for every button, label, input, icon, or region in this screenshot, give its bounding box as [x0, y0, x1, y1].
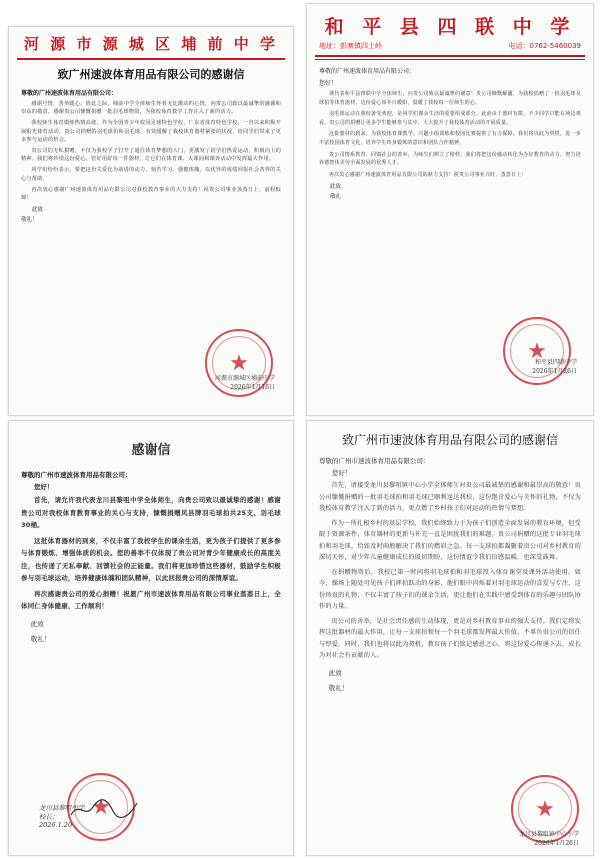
- letter-date: 2026年1月26日: [532, 368, 577, 375]
- letter-body: [307, 66, 593, 200]
- closing-line: 此致: [30, 619, 44, 628]
- paragraph: 感谢号情，善举暖心。值此之际，埔前中学全体师生怀着无比激动的心情，向贵公司致以最诚挚的感谢和崇高的敬意。感谢贵公司慷慨捐赠一批羽毛球物资，为我校体育教学工作注入了新的活力。: [21, 101, 281, 116]
- greeting: 您好！: [319, 80, 338, 87]
- school-letterhead: 和 平 县 四 联 中 学: [324, 16, 576, 38]
- closing-salute: 敬礼！: [328, 683, 349, 692]
- salutation: 尊敬的广州市速波体育用品有限公司：: [319, 457, 430, 465]
- paragraph: 贵公司的善举，是社会责任感的生动体现，更是对乡村教育事业的强大支持。我们定将发挥这批器材的最大作用，让每一支球拍和每一个羽毛球都发挥最大价值。不辜负贵公司的信任与厚爱。同时，我们也将以此为契机，教育孩子们铭记感恩之心，将这份爱心传递下去，成长为对社会有贡献的人。: [319, 617, 581, 659]
- signature-block: [519, 829, 579, 847]
- letterhead-rule: [315, 55, 585, 57]
- signer-name: 龙川县黎咀镇中心小学: [518, 831, 579, 838]
- greeting: 您好！: [34, 483, 54, 491]
- paragraph: 首先，请允许我代表龙川县黎咀中学全体师生，向贵公司致以最诚挚的感谢！感谢贵公司对我校体育教育事业的关心与支持，慷慨捐赠风县牌羽毛球拍共25支、羽毛球30桶。: [21, 496, 281, 529]
- letter-date: 2026.1.20: [39, 821, 73, 829]
- letter-title: 致广州市速波体育用品有限公司的感谢信: [341, 433, 558, 447]
- paragraph: 羽毛球运动在我校备受欢迎，是同学们课余生活的重要组成部分。此前由于器材有限，不少同学只能在场边观看。贵公司的捐赠让更多学生能够参与其中，大大提升了我校体育活动的开展质量。: [319, 111, 581, 126]
- letterhead-rule: [17, 58, 285, 60]
- signature-block: [39, 803, 85, 829]
- letter-body: [9, 88, 293, 223]
- greeting: 您好！: [332, 469, 352, 477]
- official-seal-icon: ★: [503, 317, 571, 385]
- paragraph: 再次衷心感谢广州速波体育用品有限公司对我校教育事业的大力支持！祝贵公司事业蒸蒸日上，前程似锦！: [21, 186, 281, 202]
- signer-name: 和平县四联中学: [534, 359, 577, 366]
- paragraph: 谨代表和平县四联中学全体师生，向贵公司致以最诚挚的谢意！贵公司慷慨解囊，为我校捐赠了一批羽毛球及球拍等体育器材，这份爱心如冬日暖阳，温暖了我校每一位师生的心。: [319, 91, 581, 106]
- official-seal-icon: ★: [67, 773, 135, 841]
- school-address: 地址：彭寨镇四土岭: [319, 42, 382, 50]
- paragraph: 再次感谢贵公司的爱心捐赠！祝愿广州市速波体育用品有限公司事业蒸蒸日上，全体同仁身体健康、工作顺利！: [21, 589, 281, 610]
- paragraph: 作为一所扎根乡村的基层学校，我们始终致力于为孩子们创造全面发展的教育环境，但受限于资源条件，体育器材的更新与补充一直是困扰我们的难题。贵公司捐赠的这批专业羽毛球拍和羽毛球，恰如及时雨般解决了我们的燃眉之急。每一支球拍都凝聚着贵公司对乡村教育的深切关怀，对少年儿童健康成长的殷切期盼，这份情谊令我们倍感温暖，也深受鼓舞。: [319, 519, 581, 561]
- letterhead-rule-thin: [315, 59, 585, 60]
- salutation: 尊敬的广州速波体育用品有限公司：: [319, 68, 416, 75]
- paragraph: 这批体育器材的到来，不仅丰富了我校学生的课余生活，更为孩子们提供了更多参与体育锻炼、增强体质的机会。您的善举不仅体现了贵公司对青少年健康成长的高度关注，也传递了无私奉献、回馈社会的正能量。我们将更加珍惜这些器材，鼓励学生积极参与羽毛球运动，培养健康体魄和团队精神，以此回报贵公司的深情厚谊。: [21, 536, 281, 582]
- letter-date: 2026年1月16日: [230, 384, 275, 391]
- signer-name: 龙川县黎咀中学: [39, 804, 85, 812]
- paragraph: 贵公司情系教育、回馈社会的善举，为师生们树立了榜样。我们将把这份感动转化为办好教育的动力，努力培养德智体美劳全面发展的优秀人才。: [319, 151, 581, 167]
- letter-date: 2026年1月26日: [534, 840, 579, 847]
- thank-you-letter-silian: [306, 3, 594, 416]
- signature-block: [215, 373, 275, 391]
- official-seal-icon: ★: [511, 775, 579, 843]
- paragraph: 这批器材的到来，为我校体育课教学、兴趣小组训练和校园比赛提供了有力保障。我们将以此为契机，进一步丰富校园体育文化，培养学生终身锻炼的意识和团队合作精神。: [319, 131, 581, 146]
- thank-you-letter-lizui-middle: [8, 420, 294, 856]
- paragraph: 贵公司的无私捐赠，不仅为我校学子打开了通往体育梦想的大门，更激发了同学们热爱运动、积极向上的精神。我们将珍惜这份爱心，管好用好每一件器材，让它们在体育课、大课间和课外活动中发挥最大作用。: [21, 148, 281, 163]
- letter-body: [9, 470, 293, 643]
- closing-line: 此致: [330, 184, 342, 191]
- letter-body: [307, 456, 593, 692]
- paragraph: 在捐赠物资后，我校已第一时间将羽毛球拍和羽毛球投入体育课堂及课外活动使用。如今，操场上随处可见孩子们挥拍跃动的身影，他们眼中闪烁着对羽毛球运动的喜爱与专注，这份珍贵的礼物，不仅丰富了孩子们的课余生活，更让他们在实践中感受到体育的乐趣与团队协作的力量。: [319, 568, 581, 610]
- official-seal-icon: ★: [205, 329, 273, 397]
- closing-salute: 敬礼！: [30, 634, 51, 643]
- thank-you-letter-lizui-primary: [306, 420, 594, 856]
- thank-you-letter-puqian: [8, 26, 294, 416]
- principal-signature-label: 校长：: [39, 813, 59, 821]
- closing-salute: 敬礼！: [21, 217, 38, 224]
- closing-line: 此致: [328, 668, 342, 677]
- closing-salute: 敬礼: [330, 194, 342, 201]
- paragraph: 我校师生体育锻炼热情高涨，作为全国青少年校园足球特色学校，广东省体育特色学校，一直以来积极开展阳光体育活动。贵公司捐赠的羽毛球拍和羽毛球，有效缓解了我校体育器材紧张的状况，给同学们带来了更多参与运动的机会。: [21, 120, 281, 143]
- signer-name: 河源市源城区埔前中学: [214, 375, 275, 382]
- school-phone: 电话：0762-5460039: [508, 42, 581, 50]
- paragraph: 首先，请接受龙川县黎咀镇中心小学全体师生对贵公司最诚挚的感谢和最崇高的敬意！贵公司慷慨捐赠的一批羽毛球拍和羽毛球已顺利送达我校，这份饱含爱心与关怀的礼物，不仅为我校体育教学注入了新的活力，更点燃了乡村孩子们对运动的热情与梦想。: [319, 482, 581, 512]
- closing-line: 此致: [32, 207, 44, 214]
- letter-title: 感谢信: [131, 443, 171, 458]
- salutation: 尊敬的广州市速波体育用品有限公司：: [21, 471, 132, 479]
- letterhead-contact: [307, 39, 593, 51]
- school-letterhead: 河 源 市 源 城 区 埔 前 中 学: [23, 35, 278, 53]
- salutation: 尊敬的广州速波体育用品有限公司：: [21, 90, 118, 97]
- paragraph: 同学们纷纷表示，要把这份关爱化为前进的动力，刻苦学习、强健体魄，以优异的成绩回报社会各界的关心与帮助。: [21, 167, 281, 182]
- signature-block: [532, 357, 577, 375]
- paragraph: 再次衷心感谢广州速波体育用品有限公司的鼎力支持！祝贵公司事业兴旺，蒸蒸日上！: [329, 171, 527, 178]
- letter-title: 致广州速波体育用品有限公司的感谢信: [57, 68, 245, 81]
